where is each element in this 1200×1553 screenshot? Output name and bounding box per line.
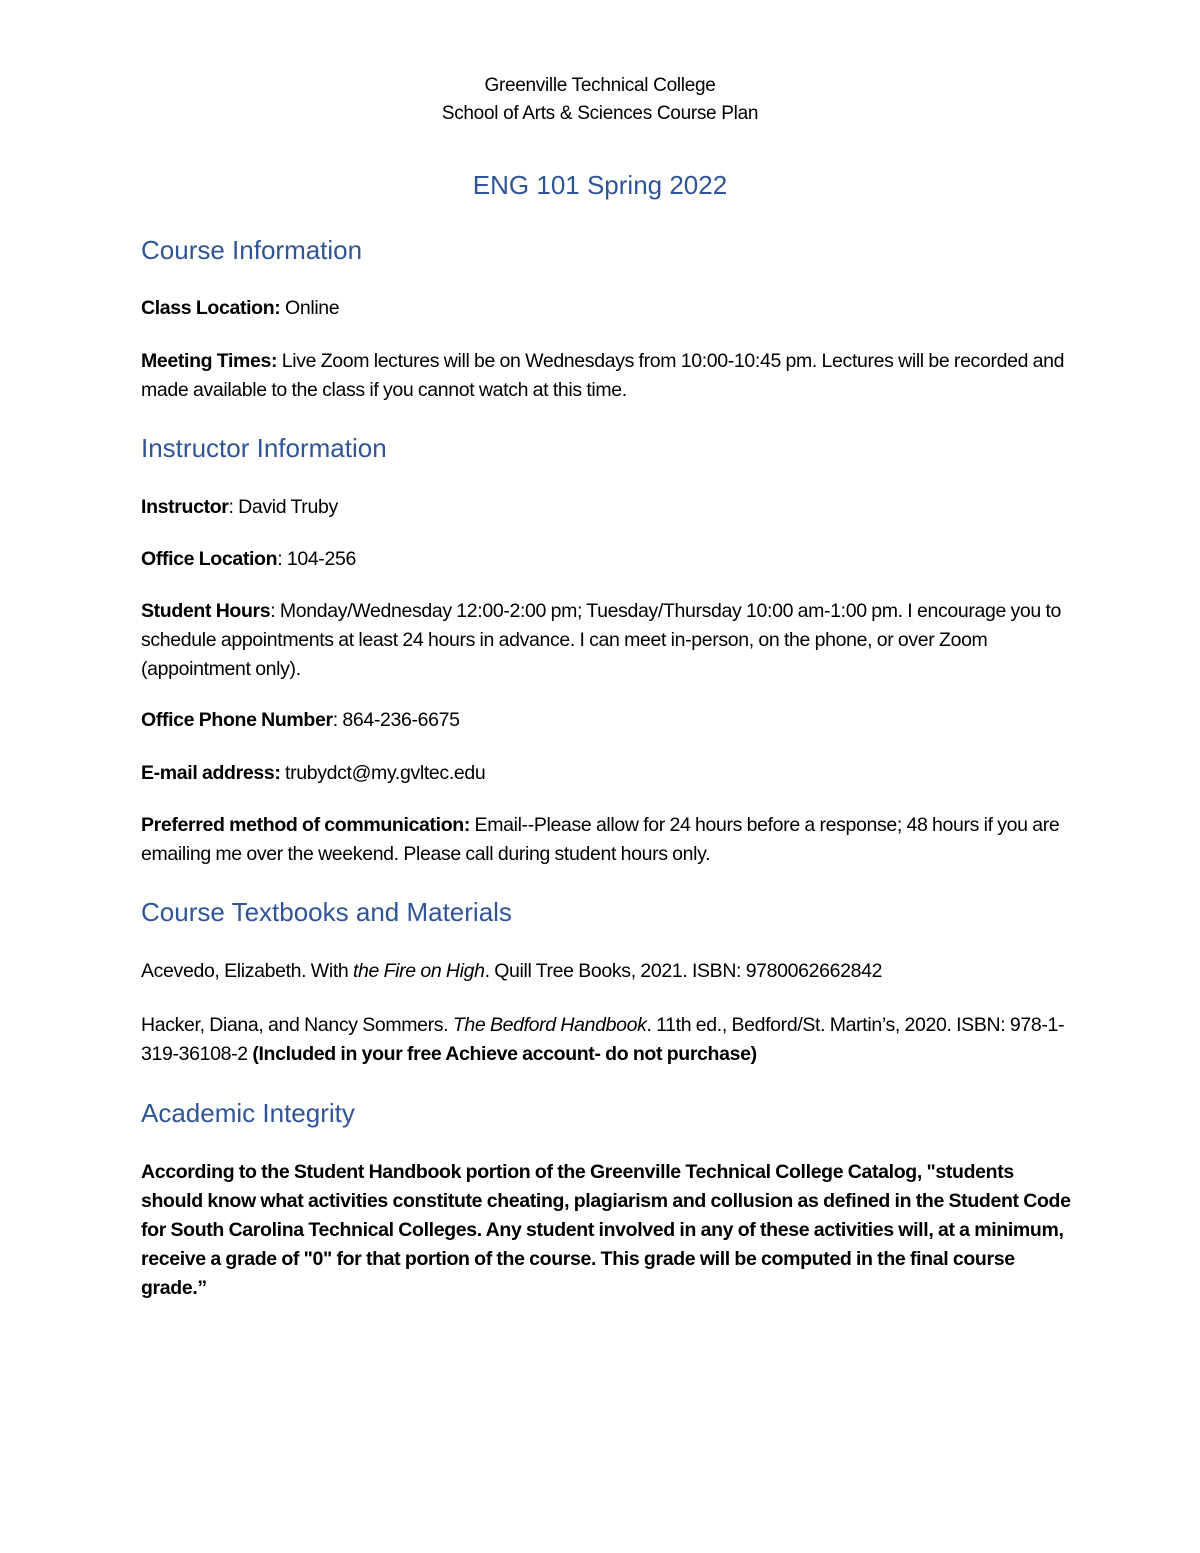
document-title: ENG 101 Spring 2022 [472, 170, 728, 200]
document-header [0, 72, 1200, 128]
meeting-times-value: Live Zoom lectures will be on Wednesdays from 10:00-10:45 pm. Lectures will be recorded and made available to the class if you cannot watch at this time. [141, 350, 1065, 401]
student-hours-label: Student Hours [141, 600, 271, 622]
academic-integrity-quote: According to the Student Handbook portion of the Greenville Technical College Catalog, "students should know what activities constitute cheating, plagiarism and collusion as defined in the Student Code for South Carolina Technical Colleges. Any student involved in any of these activities will, at a minimum, receive a grade of "0" for that portion of the course. This grade will be computed in the final course grade.” [141, 1161, 1071, 1299]
citation-2-author: Hacker, Diana, and Nancy Sommers. [141, 1014, 453, 1036]
heading-course-information: Course Information [141, 235, 363, 265]
academic-integrity-text [141, 1158, 1071, 1303]
email-value: trubydct@my.gvltec.edu [280, 762, 486, 784]
heading-textbooks: Course Textbooks and Materials [141, 897, 512, 927]
preferred-communication-value: Email--Please allow for 24 hours before a response; 48 hours if you are emailing me over the weekend. Please call during student hours only. [141, 814, 1060, 865]
email-address [141, 759, 1071, 788]
preferred-communication [141, 811, 1071, 869]
office-location [141, 545, 1071, 574]
student-hours [141, 597, 1071, 684]
meeting-times-label: Meeting Times: [141, 350, 278, 372]
citation-2-title: The Bedford Handbook [452, 1014, 647, 1036]
citation-2-note: (Included in your free Achieve account- do not purchase) [252, 1043, 757, 1065]
meeting-times [141, 347, 1071, 405]
heading-instructor-information: Instructor Information [141, 433, 387, 463]
office-phone-value: : 864-236-6675 [332, 709, 460, 731]
office-location-value: : 104-256 [277, 548, 356, 570]
course-plan-subtitle: School of Arts & Sciences Course Plan [441, 103, 759, 124]
college-name: Greenville Technical College [484, 75, 716, 96]
office-location-label: Office Location [141, 548, 278, 570]
class-location-label: Class Location: [141, 297, 281, 319]
citation-2-details: . 11th ed., Bedford/St. Martin’s, 2020. ISBN: 978-1-319-36108-2 [141, 1014, 1065, 1065]
preferred-communication-label: Preferred method of communication: [141, 814, 470, 836]
heading-academic-integrity: Academic Integrity [141, 1098, 355, 1128]
class-location-value: Online [280, 297, 340, 319]
email-label: E-mail address: [141, 762, 281, 784]
textbook-citation-1 [141, 957, 1071, 986]
student-hours-value: : Monday/Wednesday 12:00-2:00 pm; Tuesday/Thursday 10:00 am-1:00 pm. I encourage you to schedule appointments at least 24 hours in advance. I can meet in-person, on the phone, or over Zoom (appointment only). [141, 600, 1062, 680]
office-phone [141, 706, 1071, 735]
office-phone-label: Office Phone Number [141, 709, 333, 731]
instructor-value: : David Truby [228, 496, 338, 518]
citation-1-title: the Fire on High [352, 960, 485, 982]
instructor-label: Instructor [141, 496, 229, 518]
citation-1-details: . Quill Tree Books, 2021. ISBN: 9780062662842 [484, 960, 883, 982]
citation-1-author: Acevedo, Elizabeth. With [141, 960, 353, 982]
class-location [141, 294, 1071, 323]
textbook-citation-2 [141, 1011, 1071, 1069]
instructor-name [141, 493, 1071, 522]
